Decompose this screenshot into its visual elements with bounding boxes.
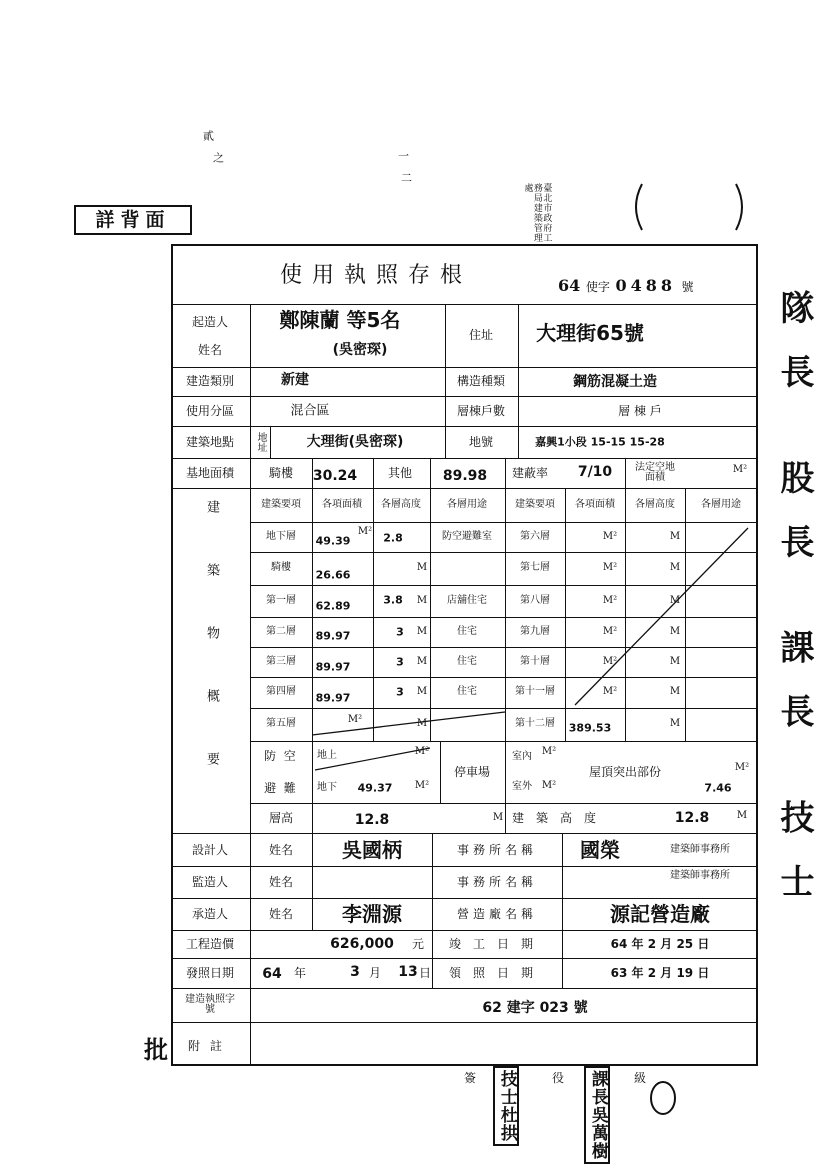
unit-m: M [669, 562, 681, 573]
designer-office: 國榮 [580, 838, 620, 862]
cost-label: 工程造價 [185, 937, 235, 951]
build-permit-label: 建造執照字號 [185, 994, 235, 1015]
bottom-label: 役 [551, 1071, 565, 1085]
legal-space-label: 法定空地面積 [635, 462, 675, 483]
floor-use: 住宅 [457, 656, 477, 667]
outdoor-label: 室外 [512, 781, 532, 792]
indoor-label: 室內 [512, 751, 532, 762]
unit-m2: M² [602, 562, 618, 573]
receive-label: 領照日期 [448, 966, 546, 980]
structure-value: 鋼筋混凝土造 [573, 374, 657, 390]
area-header: 各項面積 [322, 499, 362, 510]
name-label: 姓名 [197, 343, 223, 357]
cost-value: 626,000 [330, 936, 394, 952]
approval-signatures: 隊長 股長 課長 技士 [774, 290, 814, 928]
see-back-stamp: 詳背面 [74, 205, 192, 235]
unit-m2: M² [541, 780, 557, 791]
floor-label: 第十層 [520, 656, 550, 667]
coverage-label: 建蔽率 [511, 466, 549, 480]
floor-height: 2.8 [383, 531, 403, 545]
contractor-name: 李淵源 [342, 902, 402, 926]
site-addr-label: 地址 [255, 432, 266, 452]
floor-area: 49.39 [315, 534, 351, 548]
shelter-below-area: 49.37 [357, 781, 393, 795]
floor-label: 第三層 [266, 656, 296, 667]
floor-label: 第七層 [520, 562, 550, 573]
permit-suffix: 號 [681, 280, 694, 294]
unit-m2: M² [732, 464, 748, 475]
unit-m2: M² [414, 746, 430, 757]
completion-date: 64 年 2 月 25 日 [610, 937, 710, 951]
unit-m2: M² [602, 595, 618, 606]
item-header-r: 建築要項 [515, 499, 555, 510]
floor-label: 第五層 [266, 718, 296, 729]
small-mark: 貳 [201, 130, 215, 142]
floor-label: 第八層 [520, 595, 550, 606]
coverage-value: 7/10 [577, 464, 613, 480]
year-label: 年 [293, 966, 307, 980]
other-label: 其他 [387, 466, 413, 480]
use-header-r: 各層用途 [701, 499, 741, 510]
floor-height: 3 [396, 655, 404, 669]
inspector-stamp: 技士杜拱 [493, 1066, 519, 1146]
floor-label: 第六層 [520, 531, 550, 542]
approval-stamp: 臺北市政府工務局建築管理處 [522, 183, 552, 243]
unit-m: M [416, 595, 428, 606]
circle-seal-icon [648, 1078, 678, 1118]
floors-label: 層棟戶數 [456, 404, 506, 418]
unit-m: M [669, 718, 681, 729]
designer-name: 吳國柄 [342, 838, 402, 862]
floor-use: 店舖住宅 [447, 595, 487, 606]
unit-m2: M² [347, 714, 363, 725]
building-height-label: 建築高度 [511, 811, 609, 825]
unit-m2: M² [602, 531, 618, 542]
supervisor-office-note: 建築師事務所 [670, 870, 730, 881]
roof-value: 7.46 [704, 781, 732, 795]
floor-label: 第二層 [266, 626, 296, 637]
floor-use: 住宅 [457, 626, 477, 637]
unit-m2: M² [602, 626, 618, 637]
arcade-area: 30.24 [312, 468, 358, 484]
completion-label: 竣工日期 [448, 937, 546, 951]
approval-mark: 批 [144, 1036, 168, 1064]
zone-label: 使用分區 [185, 404, 235, 418]
permit-type: 使字 [585, 280, 610, 294]
chief-stamp: 課長吳萬樹 [584, 1066, 610, 1164]
height-header-r: 各層高度 [635, 499, 675, 510]
issue-year: 64 [262, 966, 282, 982]
address-value: 大理街65號 [536, 321, 644, 345]
shelter-label-2: 避 難 [264, 781, 296, 795]
issue-month: 3 [350, 964, 360, 980]
unit-m: M [492, 812, 504, 823]
floor-label: 第十一層 [515, 686, 555, 697]
floor-area: 62.89 [315, 599, 351, 613]
arcade-label: 騎樓 [268, 466, 294, 480]
issue-label: 發照日期 [185, 966, 235, 980]
height-header: 各層高度 [381, 499, 421, 510]
floor-area: 89.97 [315, 691, 351, 705]
issue-day: 13 [398, 964, 418, 980]
document-title: 使用執照存根 [280, 263, 473, 288]
remark-label: 附註 [187, 1039, 233, 1053]
name-label: 姓名 [268, 843, 294, 857]
unit-m: M [669, 531, 681, 542]
floor-label: 第九層 [520, 626, 550, 637]
floor-area: 26.66 [315, 568, 351, 582]
site-area-label: 基地面積 [185, 466, 235, 480]
structure-label: 構造種類 [456, 374, 506, 388]
permit-year: 64 [558, 276, 581, 295]
firm-label: 營造廠名稱 [456, 907, 538, 921]
build-permit-value: 62 建字 023 號 [482, 1000, 588, 1016]
floor-label: 第一層 [266, 595, 296, 606]
unit-m: M [669, 686, 681, 697]
office-label: 事務所名稱 [456, 843, 538, 857]
unit-m: M [669, 626, 681, 637]
floor-area: 89.97 [315, 629, 351, 643]
unit-m: M [416, 718, 428, 729]
floor-use: 防空避難室 [442, 531, 492, 542]
floor-height: 3.8 [383, 593, 403, 607]
floor-label: 騎樓 [271, 562, 291, 573]
shelter-label-1: 防 空 [264, 749, 296, 763]
total-area: 389.53 [568, 721, 612, 735]
unit-m: M [736, 810, 748, 821]
small-mark: 二 [399, 172, 413, 184]
site-address: 大理街(吳密琛) [306, 434, 404, 450]
small-mark: 一 [396, 150, 410, 162]
name-label: 姓名 [268, 875, 294, 889]
area-header-r: 各項面積 [575, 499, 615, 510]
unit-m2: M² [541, 746, 557, 757]
category-value: 新建 [281, 372, 309, 388]
unit-m2: M² [602, 686, 618, 697]
parking-label: 停車場 [453, 765, 491, 779]
unit-m: M [416, 656, 428, 667]
floor-label: 第十二層 [515, 718, 555, 729]
unit-m2: M² [414, 780, 430, 791]
supervisor-label: 監造人 [191, 875, 229, 889]
unit-m2: M² [357, 526, 373, 537]
builder-name-2: (吳密琛) [332, 342, 388, 358]
day-label: 日 [418, 966, 432, 980]
floor-height: 3 [396, 625, 404, 639]
unit-m: M [416, 562, 428, 573]
bottom-label: 簽 [463, 1071, 477, 1085]
floor-height: 3 [396, 685, 404, 699]
floor-label: 地下層 [266, 531, 296, 542]
contractor-label: 承造人 [191, 907, 229, 921]
yuan-label: 元 [411, 937, 425, 951]
other-area: 89.98 [442, 468, 488, 484]
builder-name: 鄭陳蘭 等5名 [279, 308, 401, 332]
above-label: 地上 [317, 750, 337, 761]
unit-m: M [669, 595, 681, 606]
designer-label: 設計人 [191, 843, 229, 857]
building-label: 建築物概要 [204, 500, 219, 815]
unit-m2: M² [602, 656, 618, 667]
floor-use: 住宅 [457, 686, 477, 697]
receive-date: 63 年 2 月 19 日 [610, 966, 710, 980]
lot-label: 地號 [468, 435, 494, 449]
month-label: 月 [368, 966, 382, 980]
designer-office-note: 建築師事務所 [670, 844, 730, 855]
lot-value: 嘉興1小段 15-15 15-28 [535, 435, 665, 449]
unit-m: M [416, 626, 428, 637]
bottom-label: 級 [633, 1071, 647, 1085]
name-label: 姓名 [268, 907, 294, 921]
small-mark: 之 [211, 152, 225, 164]
unit-m2: M² [734, 762, 750, 773]
use-header: 各層用途 [447, 499, 487, 510]
storey-height-value: 12.8 [354, 812, 390, 828]
below-label: 地下 [317, 782, 337, 793]
floor-area: 89.97 [315, 660, 351, 674]
site-label: 建築地點 [185, 435, 235, 449]
building-height-value: 12.8 [674, 810, 710, 826]
roof-label: 屋頂突出部份 [588, 765, 662, 779]
address-label: 住址 [468, 328, 494, 342]
permit-no: 0488 [615, 276, 676, 295]
unit-m: M [416, 686, 428, 697]
floors-value: 層 棟 戶 [618, 404, 662, 418]
item-header: 建築要項 [261, 499, 301, 510]
floor-label: 第四層 [266, 686, 296, 697]
office-label: 事務所名稱 [456, 875, 538, 889]
storey-height-label: 層高 [268, 811, 294, 825]
unit-m: M [669, 656, 681, 667]
zone-value: 混合區 [290, 403, 330, 419]
firm-name: 源記營造廠 [610, 902, 710, 926]
category-label: 建造類別 [185, 374, 235, 388]
builder-label: 起造人 [191, 315, 229, 329]
